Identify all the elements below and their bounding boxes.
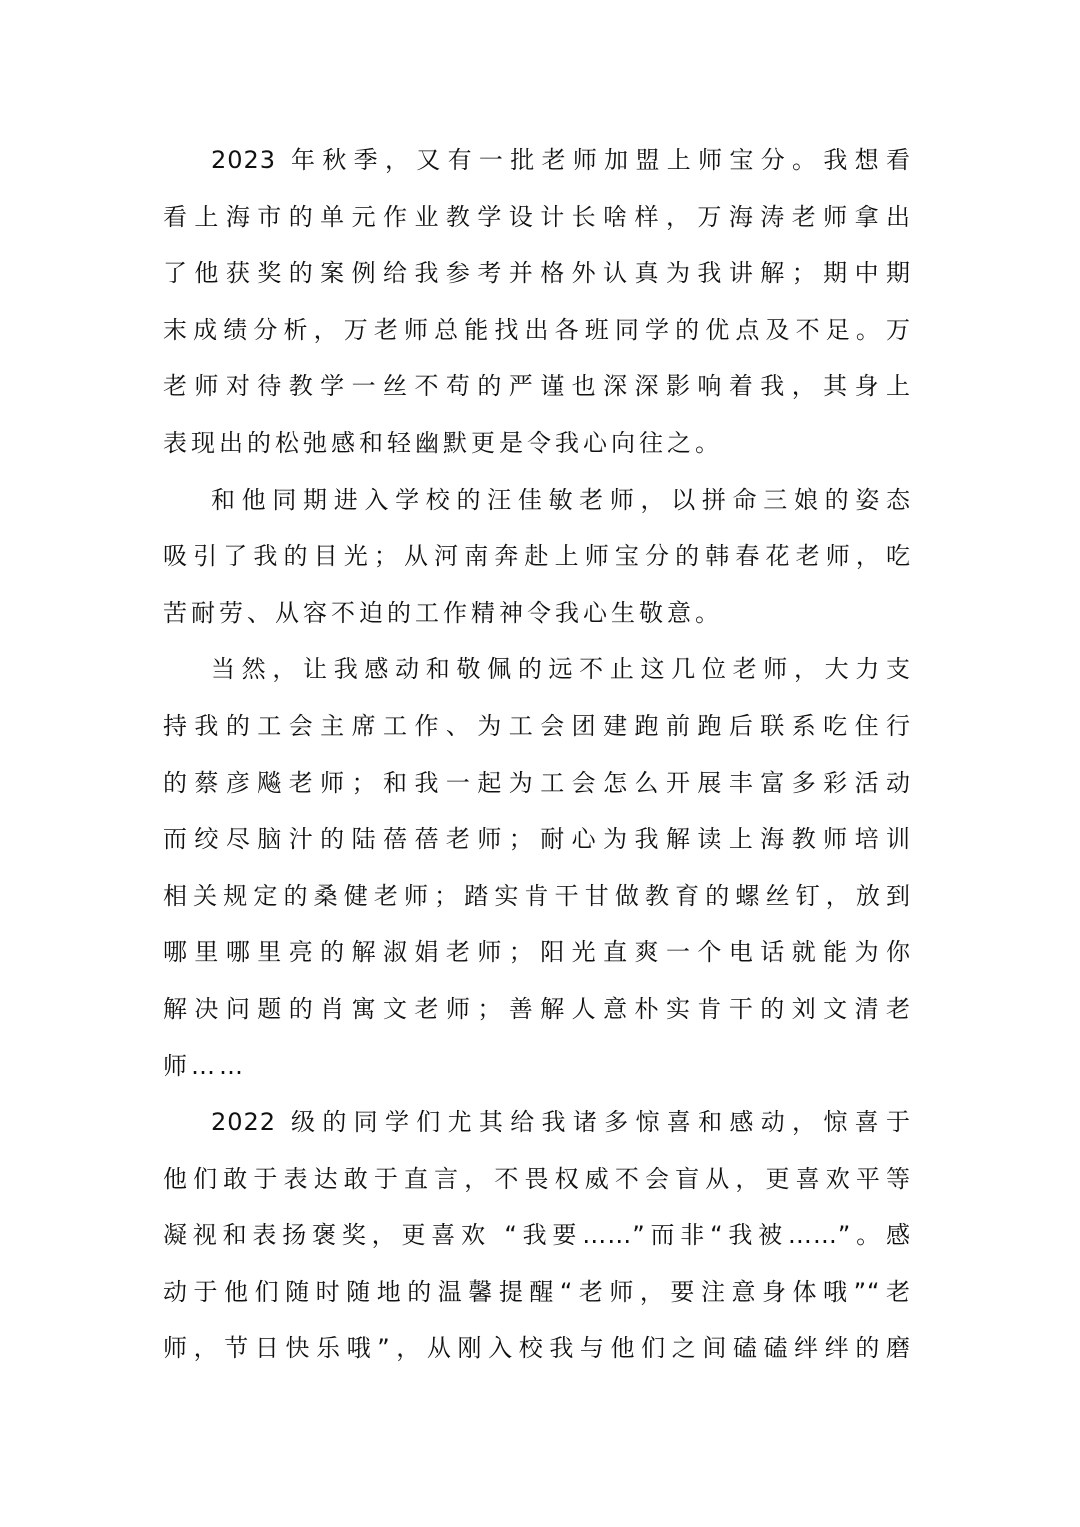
text-line: 看上海市的单元作业教学设计长啥样，万海涛老师拿出 <box>163 202 911 231</box>
text-line: 凝视和表扬褒奖，更喜欢 “我要……”而非“我被……”。感 <box>163 1221 911 1250</box>
text-line: 的蔡彦飚老师；和我一起为工会怎么开展丰富多彩活动 <box>163 768 911 797</box>
text-line: 持我的工会主席工作、为工会团建跑前跑后联系吃住行 <box>163 711 911 740</box>
text-line: 2022 级的同学们尤其给我诸多惊喜和感动，惊喜于 <box>211 1108 911 1137</box>
text-line: 和他同期进入学校的汪佳敏老师，以拼命三娘的姿态 <box>211 485 911 514</box>
text-line: 他们敢于表达敢于直言，不畏权威不会盲从，更喜欢平等 <box>163 1164 911 1193</box>
text-line: 表现出的松弛感和轻幽默更是令我心向往之。 <box>163 428 723 457</box>
text-line: 解决问题的肖寓文老师；善解人意朴实肯干的刘文清老 <box>163 994 911 1023</box>
text-line: 师，节日快乐哦”，从刚入校我与他们之间磕磕绊绊的磨 <box>163 1334 911 1363</box>
text-line: 吸引了我的目光；从河南奔赴上师宝分的韩春花老师，吃 <box>163 542 911 571</box>
text-line: 苦耐劳、从容不迫的工作精神令我心生敬意。 <box>163 598 723 627</box>
text-line: 末成绩分析，万老师总能找出各班同学的优点及不足。万 <box>163 315 911 344</box>
text-line: 了他获奖的案例给我参考并格外认真为我讲解；期中期 <box>163 259 911 288</box>
text-line: 动于他们随时随地的温馨提醒“老师，要注意身体哦”“老 <box>163 1277 911 1306</box>
text-line: 老师对待教学一丝不苟的严谨也深深影响着我，其身上 <box>163 372 911 401</box>
text-line: 当然，让我感动和敬佩的远不止这几位老师，大力支 <box>211 655 911 684</box>
text-line: 哪里哪里亮的解淑娟老师；阳光直爽一个电话就能为你 <box>163 938 911 967</box>
text-line: 而绞尽脑汁的陆蓓蓓老师；耐心为我解读上海教师培训 <box>163 825 911 854</box>
text-line: 相关规定的桑健老师；踏实肯干甘做教育的螺丝钉，放到 <box>163 881 911 910</box>
text-line: 师…… <box>163 1051 247 1080</box>
text-line: 2023 年秋季，又有一批老师加盟上师宝分。我想看 <box>211 146 911 174</box>
body-text <box>163 132 911 1377</box>
